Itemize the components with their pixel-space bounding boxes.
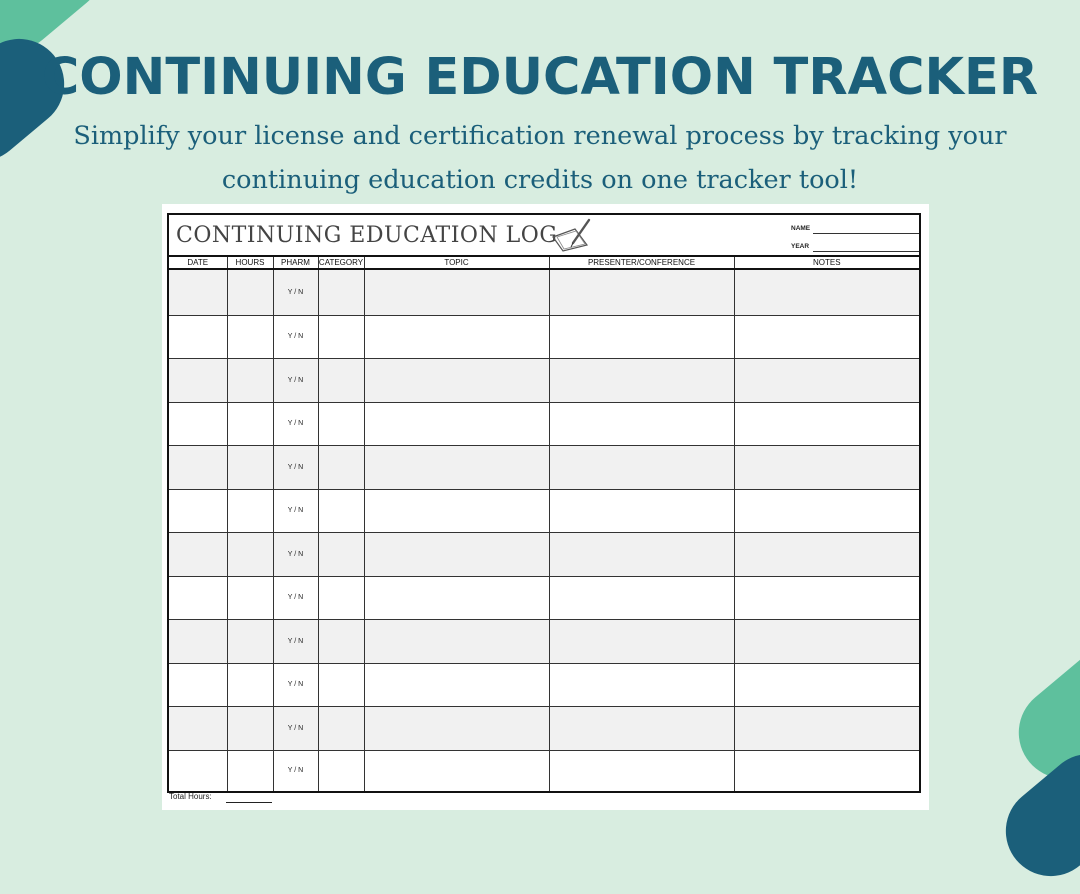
- total-hours-field[interactable]: [226, 802, 272, 803]
- notes-cell[interactable]: [734, 750, 919, 791]
- presenter-cell[interactable]: [549, 750, 734, 791]
- column-header-pharm: PHARM: [273, 256, 318, 269]
- pharm-cell[interactable]: Y / N: [273, 359, 318, 403]
- date-cell[interactable]: [169, 663, 227, 707]
- topic-cell[interactable]: [364, 533, 549, 577]
- table-row: [169, 576, 919, 620]
- subtitle-line: continuing education credits on one tracker tool!: [221, 165, 859, 195]
- category-cell[interactable]: [318, 315, 364, 359]
- hours-cell[interactable]: [227, 402, 273, 446]
- total-hours-label: Total Hours:: [169, 792, 212, 801]
- pharm-cell[interactable]: Y / N: [273, 402, 318, 446]
- notes-cell[interactable]: [734, 359, 919, 403]
- date-cell[interactable]: [169, 576, 227, 620]
- hours-cell[interactable]: [227, 489, 273, 533]
- category-cell[interactable]: [318, 533, 364, 577]
- presenter-cell[interactable]: [549, 315, 734, 359]
- table-row: [169, 707, 919, 751]
- notes-cell[interactable]: [734, 707, 919, 751]
- date-cell[interactable]: [169, 269, 227, 315]
- table-row: [169, 533, 919, 577]
- page-title: CONTINUING EDUCATION TRACKER: [41, 48, 1039, 107]
- presenter-cell[interactable]: [549, 576, 734, 620]
- hours-cell[interactable]: [227, 663, 273, 707]
- table-row: [169, 750, 919, 791]
- presenter-cell[interactable]: [549, 707, 734, 751]
- table-row: [169, 315, 919, 359]
- pharm-cell[interactable]: Y / N: [273, 576, 318, 620]
- name-label: NAME: [791, 225, 811, 232]
- column-header-topic: TOPIC: [364, 256, 549, 269]
- category-cell[interactable]: [318, 446, 364, 490]
- notes-cell[interactable]: [734, 446, 919, 490]
- page-subtitle: [40, 114, 1040, 202]
- topic-cell[interactable]: [364, 707, 549, 751]
- log-sheet-preview: [162, 204, 929, 810]
- presenter-cell[interactable]: [549, 533, 734, 577]
- table-row: [169, 269, 919, 315]
- topic-cell[interactable]: [364, 315, 549, 359]
- notes-cell[interactable]: [734, 315, 919, 359]
- date-cell[interactable]: [169, 402, 227, 446]
- log-form: [167, 213, 921, 793]
- column-header-presenter: PRESENTER/CONFERENCE: [549, 256, 734, 269]
- hours-cell[interactable]: [227, 269, 273, 315]
- presenter-cell[interactable]: [549, 489, 734, 533]
- log-rows: [169, 269, 919, 791]
- subtitle-line: Simplify your license and certification renewal process by tracking your: [73, 121, 1007, 151]
- pharm-cell[interactable]: Y / N: [273, 750, 318, 791]
- notes-cell[interactable]: [734, 269, 919, 315]
- hours-cell[interactable]: [227, 707, 273, 751]
- date-cell[interactable]: [169, 533, 227, 577]
- table-row: [169, 359, 919, 403]
- notes-cell[interactable]: [734, 620, 919, 664]
- hours-cell[interactable]: [227, 359, 273, 403]
- topic-cell[interactable]: [364, 489, 549, 533]
- date-cell[interactable]: [169, 707, 227, 751]
- date-cell[interactable]: [169, 750, 227, 791]
- hours-cell[interactable]: [227, 446, 273, 490]
- column-header-category: CATEGORY: [318, 256, 364, 269]
- category-cell[interactable]: [318, 663, 364, 707]
- notes-cell[interactable]: [734, 533, 919, 577]
- category-cell[interactable]: [318, 576, 364, 620]
- notes-cell[interactable]: [734, 663, 919, 707]
- year-label: YEAR: [791, 243, 810, 250]
- pharm-cell[interactable]: Y / N: [273, 315, 318, 359]
- pharm-cell[interactable]: Y / N: [273, 663, 318, 707]
- category-cell[interactable]: [318, 707, 364, 751]
- presenter-cell[interactable]: [549, 402, 734, 446]
- column-header-notes: NOTES: [734, 256, 919, 269]
- hours-cell[interactable]: [227, 576, 273, 620]
- log-title: CONTINUING EDUCATION LOG: [176, 223, 558, 248]
- table-header-row: [169, 256, 919, 269]
- topic-cell[interactable]: [364, 750, 549, 791]
- topic-cell[interactable]: [364, 269, 549, 315]
- pharm-cell[interactable]: Y / N: [273, 620, 318, 664]
- presenter-cell[interactable]: [549, 620, 734, 664]
- pharm-cell[interactable]: Y / N: [273, 707, 318, 751]
- category-cell[interactable]: [318, 620, 364, 664]
- presenter-cell[interactable]: [549, 359, 734, 403]
- category-cell[interactable]: [318, 269, 364, 315]
- date-cell[interactable]: [169, 489, 227, 533]
- table-row: [169, 402, 919, 446]
- notes-cell[interactable]: [734, 402, 919, 446]
- category-cell[interactable]: [318, 750, 364, 791]
- topic-cell[interactable]: [364, 576, 549, 620]
- category-cell[interactable]: [318, 402, 364, 446]
- log-table: [169, 255, 919, 791]
- topic-cell[interactable]: [364, 446, 549, 490]
- date-cell[interactable]: [169, 359, 227, 403]
- category-cell[interactable]: [318, 359, 364, 403]
- notes-cell[interactable]: [734, 576, 919, 620]
- hours-cell[interactable]: [227, 315, 273, 359]
- notes-cell[interactable]: [734, 489, 919, 533]
- pharm-cell[interactable]: Y / N: [273, 489, 318, 533]
- pharm-cell[interactable]: Y / N: [273, 446, 318, 490]
- topic-cell[interactable]: [364, 402, 549, 446]
- pharm-cell[interactable]: Y / N: [273, 269, 318, 315]
- hours-cell[interactable]: [227, 533, 273, 577]
- presenter-cell[interactable]: [549, 269, 734, 315]
- column-header-hours: HOURS: [227, 256, 273, 269]
- presenter-cell[interactable]: [549, 446, 734, 490]
- table-row: [169, 663, 919, 707]
- table-row: [169, 620, 919, 664]
- log-header: [169, 215, 919, 255]
- date-cell[interactable]: [169, 315, 227, 359]
- pharm-cell[interactable]: Y / N: [273, 533, 318, 577]
- date-cell[interactable]: [169, 446, 227, 490]
- topic-cell[interactable]: [364, 359, 549, 403]
- table-row: [169, 446, 919, 490]
- hours-cell[interactable]: [227, 620, 273, 664]
- date-cell[interactable]: [169, 620, 227, 664]
- pen-on-paper-icon: [549, 217, 597, 253]
- topic-cell[interactable]: [364, 663, 549, 707]
- hours-cell[interactable]: [227, 750, 273, 791]
- topic-cell[interactable]: [364, 620, 549, 664]
- presenter-cell[interactable]: [549, 663, 734, 707]
- category-cell[interactable]: [318, 489, 364, 533]
- table-row: [169, 489, 919, 533]
- column-header-date: DATE: [169, 256, 227, 269]
- name-field[interactable]: [791, 225, 919, 239]
